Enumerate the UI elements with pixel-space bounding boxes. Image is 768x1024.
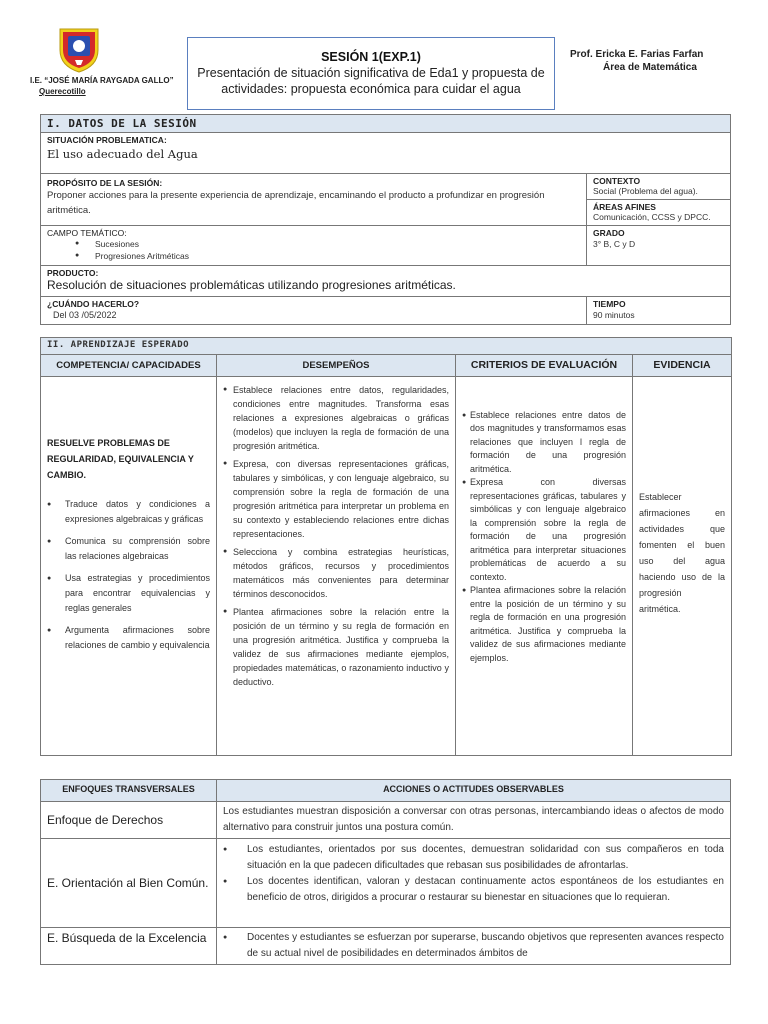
session-data-table bbox=[40, 114, 731, 325]
session-title-box bbox=[187, 37, 555, 110]
session-title: SESIÓN 1(EXP.1) bbox=[321, 50, 421, 64]
col-acciones: ACCIONES O ACTITUDES OBSERVABLES bbox=[217, 780, 731, 802]
list-item: ● Plantea afirmaciones sobre la relación entre la posición de un término y su regla de formación en una progresión aritmética. Justifica y comprueba la validez de sus afirmaciones mediante ejemplos. bbox=[462, 584, 626, 665]
campo-tematico-label: CAMPO TEMÁTICO: bbox=[47, 228, 127, 238]
list-item: ● Progresiones Aritméticas bbox=[75, 250, 580, 262]
enfoque-bien-comun: E. Orientación al Bien Común. bbox=[41, 839, 217, 928]
list-item: ● Expresa, con diversas representaciones gráficas, tabulares y simbólicas, y con lenguaje algebraico, su comprensión sobre la regla de formación de una progresión aritmética para interpretar un problema en su contexto y estableciendo relaciones entre dichas representaciones. bbox=[223, 457, 449, 541]
list-item: ● Expresa con diversas representaciones gráficas, tabulares y simbólicas y con lenguaje algebraico la comprensión sobre la regla de formación de una progresión aritmética para interpretar situaciones problemáticas de acuerdo a su contexto. bbox=[462, 476, 626, 584]
subject-area: Área de Matemática bbox=[603, 62, 697, 73]
col-evidencia: EVIDENCIA bbox=[633, 354, 732, 376]
competencia-title: RESUELVE PROBLEMAS DE REGULARIDAD, EQUIVALENCIA Y CAMBIO. bbox=[47, 437, 194, 480]
school-crest-logo bbox=[54, 26, 104, 74]
contexto-label: CONTEXTO bbox=[593, 176, 641, 186]
col-criterios: CRITERIOS DE EVALUACIÓN bbox=[456, 354, 633, 376]
col-enfoques: ENFOQUES TRANSVERSALES bbox=[41, 780, 217, 802]
acciones-bien-comun bbox=[217, 839, 731, 928]
areas-afines-cell bbox=[587, 200, 731, 226]
section-2-heading: II. APRENDIZAJE ESPERADO bbox=[41, 338, 732, 355]
cuando-cell bbox=[41, 297, 587, 325]
producto-value: Resolución de situaciones problemáticas utilizando progresiones aritméticas. bbox=[47, 278, 456, 292]
tiempo-value: 90 minutos bbox=[593, 310, 635, 320]
teacher-name: Prof. Ericka E. Farias Farfan bbox=[570, 49, 704, 60]
list-item: ● Comunica su comprensión sobre las relaciones algebraicas bbox=[47, 534, 210, 564]
list-item: ● Argumenta afirmaciones sobre relaciones de cambio y equivalencia bbox=[47, 623, 210, 653]
evidencia-text: Establecer afirmaciones en actividades que fomenten el buen uso del agua haciendo uso de la progresión aritmética. bbox=[639, 491, 726, 614]
school-name: I.E. “JOSÉ MARÍA RAYGADA GALLO” bbox=[30, 76, 174, 85]
list-item: ● Plantea afirmaciones sobre la relación entre la posición de un término y su regla de formación en una progresión aritmética. Justifica y comprueba la validez de sus afirmaciones mediante ejemplos, propiedades matemáticas, o razonamiento inductivo y deductivo. bbox=[223, 605, 449, 689]
acciones-derechos: Los estudiantes muestran disposición a conversar con otras personas, intercambiando ideas o afectos de modo alternativo para construir juntos una postura común. bbox=[217, 802, 731, 839]
contexto-value: Social (Problema del agua). bbox=[593, 186, 698, 196]
areas-afines-label: ÁREAS AFINES bbox=[593, 202, 656, 212]
capacidades-list bbox=[47, 497, 210, 653]
cuando-value: Del 03 /05/2022 bbox=[53, 310, 117, 320]
enfoque-derechos: Enfoque de Derechos bbox=[41, 802, 217, 839]
desempenos-cell bbox=[217, 376, 456, 755]
list-item: ● Usa estrategias y procedimientos para encontrar equivalencias y reglas generales bbox=[47, 571, 210, 616]
col-desempenos: DESEMPEÑOS bbox=[217, 354, 456, 376]
grado-cell bbox=[587, 226, 731, 266]
evidencia-cell bbox=[633, 376, 732, 755]
campo-tematico-cell bbox=[41, 226, 587, 266]
list-item: ● Docentes y estudiantes se esfuerzan por superarse, buscando objetivos que representen avances respecto de su actual nivel de posibilidades en determinados ámbitos de bbox=[223, 930, 724, 962]
proposito-cell bbox=[41, 174, 587, 226]
col-competencia: COMPETENCIA/ CAPACIDADES bbox=[41, 354, 217, 376]
proposito-value: Proponer acciones para la presente experiencia de aprendizaje, encaminando el producto a profundizar en progresión aritmética. bbox=[47, 190, 545, 216]
areas-afines-value: Comunicación, CCSS y DPCC. bbox=[593, 212, 711, 222]
learning-table bbox=[40, 337, 732, 756]
situacion-value: El uso adecuado del Agua bbox=[47, 147, 198, 161]
list-item: ● Establece relaciones entre datos de dos magnitudes y transformamos esas relaciones que incluyen l regla de formación de una progresión aritmética. bbox=[462, 409, 626, 477]
contexto-cell bbox=[587, 174, 731, 200]
situacion-cell bbox=[41, 133, 731, 174]
grado-value: 3° B, C y D bbox=[593, 239, 636, 249]
cuando-label: ¿CUÁNDO HACERLO? bbox=[47, 299, 140, 309]
proposito-label: PROPÓSITO DE LA SESIÓN: bbox=[47, 178, 163, 188]
list-item: ● Los docentes identifican, valoran y destacan continuamente actos espontáneos de los estudiantes en beneficio de otros, dirigidos a procurar o restaurar su bienestar en situaciones que lo requieran. bbox=[223, 874, 724, 906]
school-location: Querecotillo bbox=[39, 87, 86, 96]
transversal-table bbox=[40, 779, 731, 965]
campo-tematico-list bbox=[75, 238, 580, 262]
acciones-excelencia bbox=[217, 928, 731, 965]
list-item: ● Establece relaciones entre datos, regularidades, condiciones entre magnitudes. Transforma esas relaciones a expresiones algebraicas o gráficas (modelos) que incluyen la regla de formación de una progresión aritmética. bbox=[223, 383, 449, 453]
session-subtitle: Presentación de situación significativa de Eda1 y propuesta de actividades: propuesta económica para cuidar el agua bbox=[197, 66, 545, 96]
producto-label: PRODUCTO: bbox=[47, 268, 99, 278]
list-item: ● Traduce datos y condiciones a expresiones algebraicas y gráficas bbox=[47, 497, 210, 527]
section-1-heading: I. DATOS DE LA SESIÓN bbox=[41, 115, 731, 133]
producto-cell bbox=[41, 266, 731, 297]
criterios-cell bbox=[456, 376, 633, 755]
situacion-label: SITUACIÓN PROBLEMATICA: bbox=[47, 135, 167, 145]
enfoque-excelencia: E. Búsqueda de la Excelencia bbox=[41, 928, 217, 965]
tiempo-cell bbox=[587, 297, 731, 325]
grado-label: GRADO bbox=[593, 228, 625, 238]
desempenos-list bbox=[223, 383, 449, 689]
list-item: ● Selecciona y combina estrategias heurísticas, métodos gráficos, recursos y procedimientos matemáticos más convenientes para determinar términos desconocidos. bbox=[223, 545, 449, 601]
tiempo-label: TIEMPO bbox=[593, 299, 626, 309]
list-item: ● Los estudiantes, orientados por sus docentes, demuestran solidaridad con sus compañeros en toda situación en la que padecen dificultades que rebasan sus posibilidades de afrontarlas. bbox=[223, 842, 724, 874]
list-item: ● Sucesiones bbox=[75, 238, 580, 250]
competencia-cell bbox=[41, 376, 217, 755]
criterios-list bbox=[462, 409, 626, 666]
